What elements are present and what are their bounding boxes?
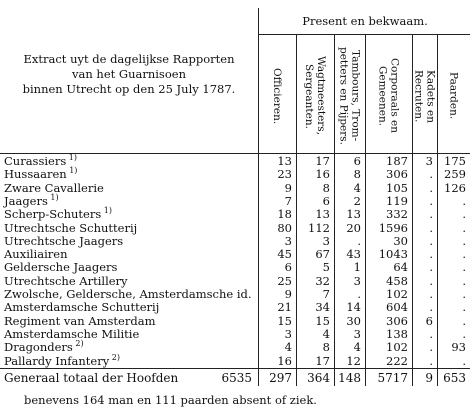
table-cell: 5 xyxy=(322,260,330,275)
table-cell: . xyxy=(462,300,466,315)
table-cell: . xyxy=(429,167,433,182)
table-cell: 105 xyxy=(386,180,408,195)
table-row xyxy=(0,275,470,288)
table-cell: 13 xyxy=(315,207,330,222)
table-cell: . xyxy=(429,260,433,275)
table-cell: 102 xyxy=(386,340,408,355)
table-cell: 64 xyxy=(393,260,408,275)
table-cell: 8 xyxy=(322,340,330,355)
table-cell: 30 xyxy=(346,313,361,328)
row-label: Jaagers $^{1)}$ xyxy=(4,193,59,208)
table-cell: 34 xyxy=(315,300,330,315)
total-grand: 6535 xyxy=(221,371,252,385)
column-header-text: Corporaals en Gemeenen. xyxy=(376,58,401,134)
total-cell: 9 xyxy=(425,371,433,385)
column-header xyxy=(296,40,334,152)
table-row xyxy=(0,341,470,354)
table-row xyxy=(0,288,470,301)
table-cell: 306 xyxy=(386,167,408,182)
table-row xyxy=(0,352,470,368)
table-cell: . xyxy=(429,353,433,368)
table-cell: 138 xyxy=(386,326,408,341)
table-cell: 126 xyxy=(444,180,466,195)
row-note: 1) xyxy=(101,206,112,216)
table-cell: 8 xyxy=(353,167,361,182)
table-cell: 13 xyxy=(346,207,361,222)
column-header xyxy=(437,40,470,152)
table-cell: . xyxy=(429,220,433,235)
total-cell: 148 xyxy=(338,371,361,385)
table-cell: 16 xyxy=(315,167,330,182)
column-header-text: Kadets en Recruten. xyxy=(412,69,437,123)
table-cell: . xyxy=(462,207,466,222)
table-cell: 9 xyxy=(284,287,292,301)
table-cell: 1596 xyxy=(378,220,408,235)
table-cell: 9 xyxy=(284,180,292,195)
column-header-text: Paarden. xyxy=(447,72,460,120)
row-label: Pallardy Infantery $^{2)}$ xyxy=(4,352,120,368)
table-cell: 2 xyxy=(353,193,361,208)
table-cell: 15 xyxy=(277,313,292,328)
table-cell: . xyxy=(462,247,466,262)
table-cell: 17 xyxy=(315,154,330,168)
column-header xyxy=(365,40,412,152)
total-rule xyxy=(0,368,470,369)
row-label: Utrechtsche Jaagers xyxy=(4,233,124,248)
row-note: 1) xyxy=(47,193,59,203)
table-cell: 16 xyxy=(277,353,292,368)
row-label: Hussaaren $^{1)}$ xyxy=(4,166,78,182)
table-title xyxy=(4,52,254,97)
table-cell: 17 xyxy=(315,353,330,368)
table-cell: 6 xyxy=(322,193,330,208)
table-cell: 6 xyxy=(425,313,433,328)
table-cell: 222 xyxy=(386,353,408,368)
column-header-text: Tambours, Trom- petters en Pijpers. xyxy=(337,46,362,145)
table-cell: . xyxy=(357,233,361,248)
row-note: 2) xyxy=(109,352,120,362)
total-cell: 297 xyxy=(269,371,292,385)
table-cell: . xyxy=(429,247,433,262)
title-line: van het Guarnisoen xyxy=(72,67,186,81)
present-header: Present en bekwaam. xyxy=(302,14,428,28)
table-cell: 20 xyxy=(346,220,361,235)
table-cell: 1 xyxy=(353,260,361,275)
table-cell: . xyxy=(429,287,433,301)
table-cell: 8 xyxy=(322,180,330,195)
table-cell: 3 xyxy=(284,326,292,341)
column-header xyxy=(258,40,296,152)
column-header-text: Wagtmeesters, Sergeanten. xyxy=(303,56,327,136)
table-cell: . xyxy=(429,180,433,195)
row-note: 1) xyxy=(66,153,78,163)
table-cell: 15 xyxy=(315,313,330,328)
table-cell: . xyxy=(462,220,466,235)
table-cell: . xyxy=(462,353,466,368)
row-label: Utrechtsche Schutterij xyxy=(4,220,138,235)
total-row xyxy=(0,371,470,385)
column-header-text: Officieren. xyxy=(271,67,283,125)
table-row xyxy=(0,301,470,314)
table-cell: . xyxy=(462,273,466,288)
column-header xyxy=(412,40,437,152)
table-cell: . xyxy=(429,207,433,222)
table-cell: 3 xyxy=(425,154,433,168)
table-cell: . xyxy=(429,300,433,315)
table-cell: 332 xyxy=(386,207,408,222)
table-row xyxy=(0,315,470,328)
table-cell: 7 xyxy=(322,287,330,301)
table-cell: 13 xyxy=(277,154,292,168)
row-note: 1) xyxy=(66,166,78,176)
footnote: benevens 164 man en 111 paarden absent of ziek. xyxy=(24,393,317,407)
table-cell: 1043 xyxy=(378,247,408,262)
table-cell: 6 xyxy=(284,260,292,275)
table-cell: 14 xyxy=(346,300,361,315)
table-cell: 175 xyxy=(444,154,466,168)
table-cell: 187 xyxy=(386,154,408,168)
table-row xyxy=(0,261,470,274)
total-label: Generaal totaal der Hoofden xyxy=(4,371,179,385)
row-label: Zware Cavallerie xyxy=(4,180,104,195)
table-cell: 4 xyxy=(353,340,361,355)
table-row xyxy=(0,248,470,261)
table-cell: . xyxy=(462,287,466,301)
table-cell: . xyxy=(462,326,466,341)
table-cell: 3 xyxy=(353,326,361,341)
table-cell: 604 xyxy=(386,300,408,315)
table-cell: 4 xyxy=(353,180,361,195)
table-cell: 3 xyxy=(284,233,292,248)
table-cell: 102 xyxy=(386,287,408,301)
row-label: Geldersche Jaagers xyxy=(4,260,118,275)
row-label: Utrechtsche Artillery xyxy=(4,273,128,288)
table-cell: 6 xyxy=(353,154,361,168)
table-row xyxy=(0,182,470,195)
table-cell: . xyxy=(462,233,466,248)
table-cell: 306 xyxy=(386,313,408,328)
table-cell: 30 xyxy=(393,233,408,248)
table-row xyxy=(0,208,470,221)
total-cell: 653 xyxy=(443,371,466,385)
table-row xyxy=(0,195,470,208)
row-label: Regiment van Amsterdam xyxy=(4,313,156,328)
row-label: Auxiliairen xyxy=(4,247,68,262)
table-cell: . xyxy=(357,287,361,301)
table-cell: . xyxy=(462,193,466,208)
table-cell: 32 xyxy=(315,273,330,288)
table-cell: 259 xyxy=(444,167,466,182)
total-cell: 364 xyxy=(307,371,330,385)
row-label: Amsterdamsche Militie xyxy=(4,326,140,341)
table-cell: . xyxy=(429,273,433,288)
row-note: 2) xyxy=(72,339,84,349)
row-label: Zwolsche, Geldersche, Amsterdamsche id. xyxy=(4,287,252,301)
table-cell: . xyxy=(429,326,433,341)
table-row xyxy=(0,328,470,341)
subheader-rule xyxy=(258,34,470,35)
table-cell: 7 xyxy=(284,193,292,208)
table-cell: . xyxy=(462,260,466,275)
table-cell: 458 xyxy=(386,273,408,288)
table-cell: 119 xyxy=(386,193,408,208)
table-cell: 80 xyxy=(277,220,292,235)
row-label: Dragonders $^{2)}$ xyxy=(4,339,84,355)
table-cell: 4 xyxy=(322,326,330,341)
table-cell: 3 xyxy=(322,233,330,248)
table-cell: 18 xyxy=(277,207,292,222)
row-label: Scherp-Schuters $^{1)}$ xyxy=(4,206,112,222)
total-cell: 5717 xyxy=(377,371,408,385)
table-cell: . xyxy=(462,313,466,328)
table-cell: 23 xyxy=(277,167,292,182)
table-cell: 112 xyxy=(308,220,330,235)
row-label: Amsterdamsche Schutterij xyxy=(4,300,160,315)
table-cell: 45 xyxy=(277,247,292,262)
title-line: binnen Utrecht op den 25 July 1787. xyxy=(22,82,236,96)
table-cell: 25 xyxy=(277,273,292,288)
column-header xyxy=(334,40,365,152)
table-cell: . xyxy=(429,233,433,248)
table-cell: . xyxy=(429,340,433,355)
row-label: Curassiers $^{1)}$ xyxy=(4,153,78,168)
table-cell: 43 xyxy=(346,247,361,262)
table-row xyxy=(0,222,470,235)
table-cell: 3 xyxy=(353,273,361,288)
table-row xyxy=(0,168,470,181)
table-row xyxy=(0,235,470,248)
title-line: Extract uyt de dagelijkse Rapporten xyxy=(23,52,235,66)
table-cell: . xyxy=(429,193,433,208)
table-cell: 93 xyxy=(451,340,466,355)
table-cell: 4 xyxy=(284,340,292,355)
table-cell: 67 xyxy=(315,247,330,262)
table-cell: 12 xyxy=(346,353,361,368)
table-cell: 21 xyxy=(277,300,292,315)
